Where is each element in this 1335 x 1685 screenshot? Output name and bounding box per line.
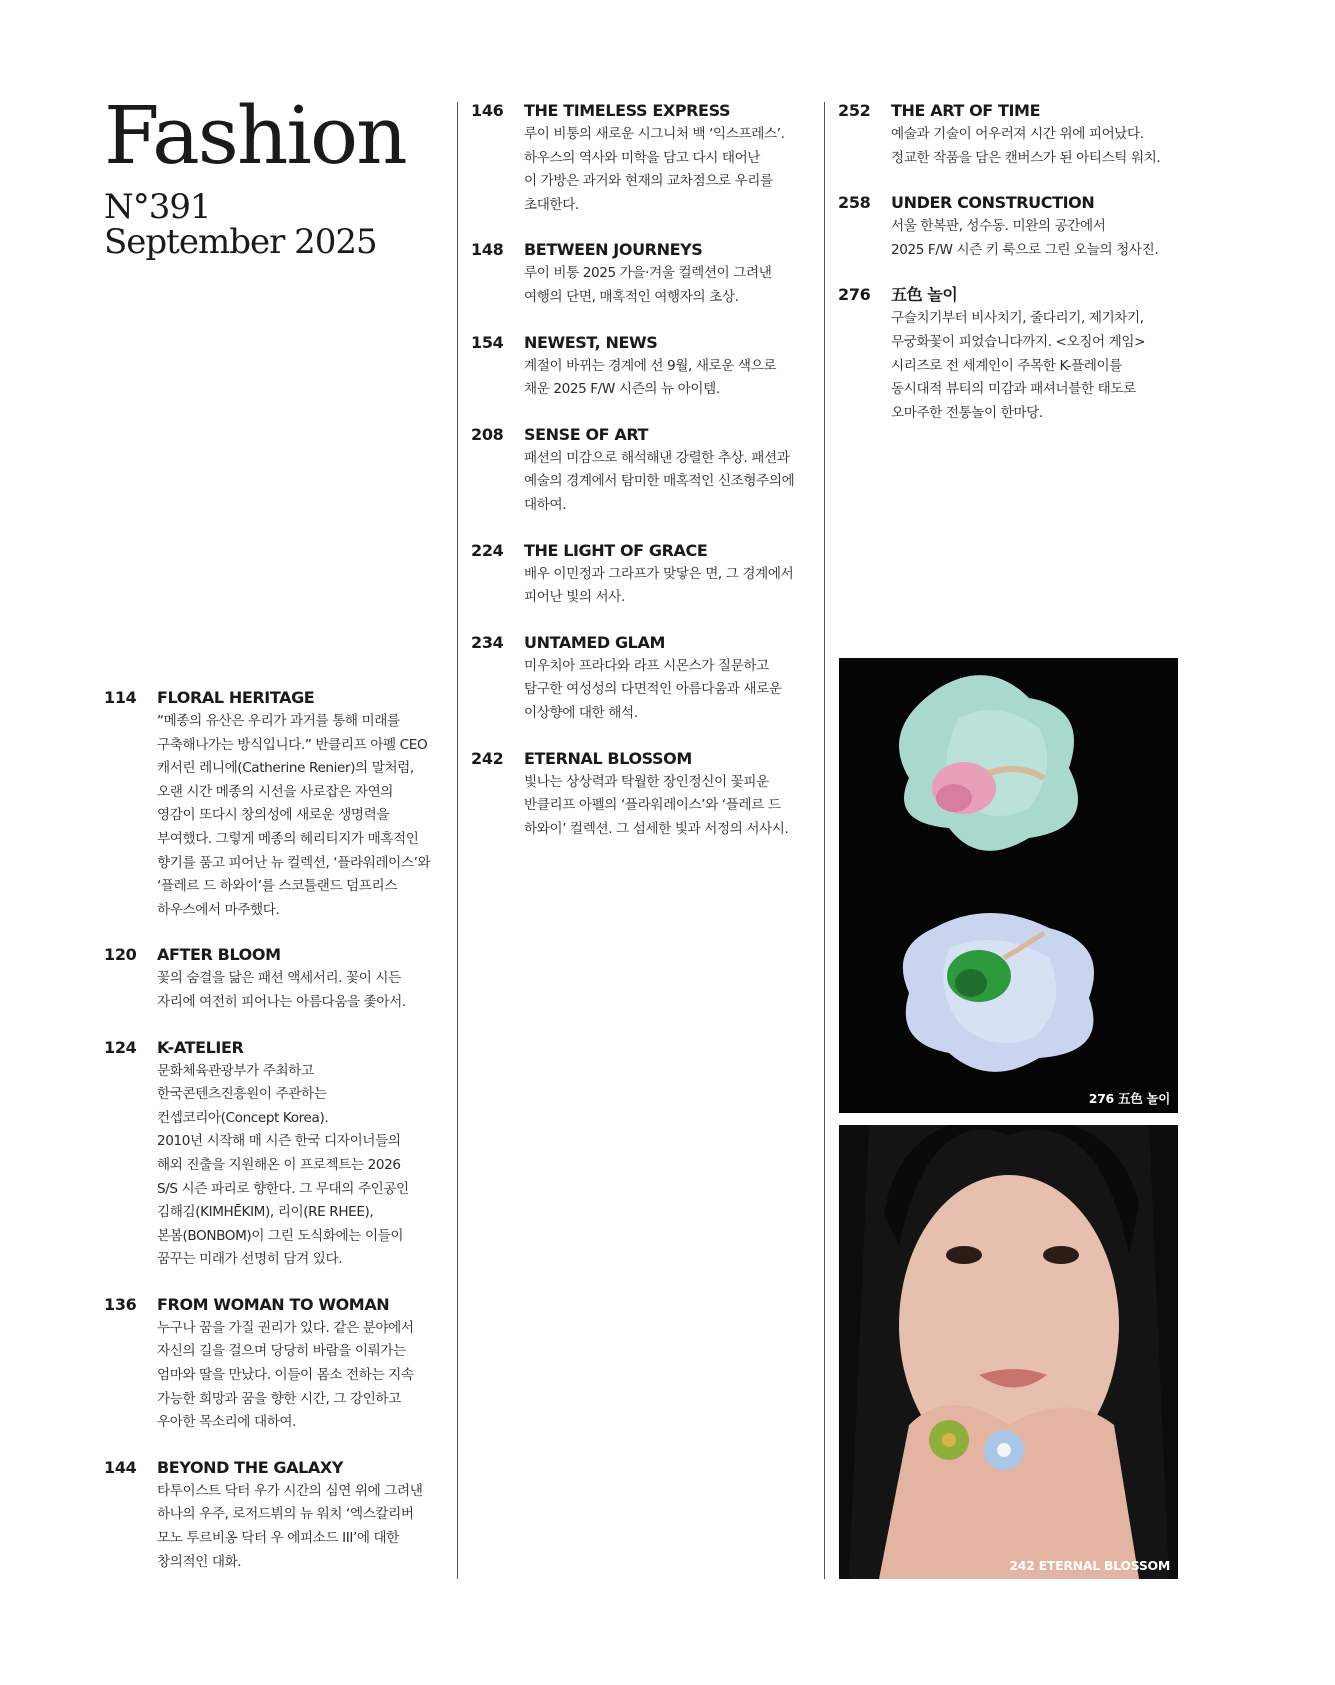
story-description: 루이 비통의 새로운 시그니처 백 ‘익스프레스’. 하우스의 역사와 미학을 담고 다시 태어난 이 가방은 과거와 현재의 교차점으로 우리를 초대한다. xyxy=(524,126,785,213)
portrait-illustration xyxy=(839,1125,1178,1579)
toc-entry[interactable] xyxy=(104,1038,444,1272)
story-description: 빛나는 상상력과 탁월한 장인정신이 꽃피운 반클리프 아펠의 ‘플라워레이스’와 ‘플레르 드 하와이’ 컬렉션. 그 섬세한 빛과 서정의 서사시. xyxy=(524,773,789,837)
story-title: NEWEST, NEWS xyxy=(524,332,658,352)
story-title: THE TIMELESS EXPRESS xyxy=(524,101,731,120)
story-title: UNDER CONSTRUCTION xyxy=(891,193,1095,213)
toc-entry[interactable] xyxy=(471,240,811,309)
story-description: 미우치아 프라다와 라프 시몬스가 질문하고 탐구한 여성성의 다면적인 아름다움과 새로운 이상향에 대한 해석. xyxy=(524,657,782,721)
toc-middle-column xyxy=(471,101,811,841)
story-description: 예술과 기술이 어우러져 시간 위에 피어났다. 정교한 작품을 담은 캔버스가 된 아티스틱 워치. xyxy=(891,126,1161,166)
page-number: 242 xyxy=(471,748,504,768)
photo-five-colors-play[interactable] xyxy=(839,658,1178,1113)
toc-entry[interactable] xyxy=(471,101,811,217)
page-number: 224 xyxy=(471,540,504,560)
story-title: FROM WOMAN TO WOMAN xyxy=(157,1294,390,1314)
page-number: 258 xyxy=(838,193,871,213)
toc-entry[interactable] xyxy=(471,633,811,726)
toc-entry[interactable] xyxy=(838,101,1178,170)
photo-caption: 276 五色 놀이 xyxy=(1088,1091,1170,1106)
story-title: SENSE OF ART xyxy=(524,424,649,444)
toc-entry[interactable] xyxy=(471,541,811,610)
page-number: 154 xyxy=(471,332,504,352)
toc-entry[interactable] xyxy=(471,749,811,842)
page-number: 136 xyxy=(104,1294,137,1314)
page-number: 276 xyxy=(838,285,871,305)
photo-eternal-blossom[interactable] xyxy=(839,1125,1178,1579)
toc-entry[interactable] xyxy=(838,193,1178,262)
magazine-title: Fashion xyxy=(104,89,406,182)
story-title: AFTER BLOOM xyxy=(157,945,281,965)
toc-entry[interactable] xyxy=(104,945,444,1014)
story-title: ETERNAL BLOSSOM xyxy=(524,748,692,768)
story-title: BEYOND THE GALAXY xyxy=(157,1457,344,1477)
page-number: 114 xyxy=(104,688,137,707)
floral-figures-illustration xyxy=(839,658,1178,1113)
toc-right-column xyxy=(838,101,1178,425)
page-number: 144 xyxy=(104,1457,137,1477)
toc-entry[interactable] xyxy=(104,1458,444,1574)
story-title: K-ATELIER xyxy=(157,1037,244,1057)
story-description: 누구나 꿈을 가질 권리가 있다. 같은 분야에서 자신의 길을 걸으며 당당히 바람을 이뤄가는 엄마와 딸을 만났다. 이들이 몸소 전하는 지속 가능한 희망과 꿈을 향한 시간, 그 강인하고 우아한 목소리에 대하여. xyxy=(157,1319,414,1431)
photo-caption: 242 ETERNAL BLOSSOM xyxy=(1009,1558,1170,1573)
story-description: 꽃의 숨결을 닮은 패션 액세서리. 꽃이 시든 자리에 여전히 피어나는 아름다움을 좇아서. xyxy=(157,970,406,1010)
page-number: 120 xyxy=(104,945,137,965)
story-title: THE ART OF TIME xyxy=(891,101,1041,120)
story-description: 서울 한복판, 성수동. 미완의 공간에서 2025 F/W 시즌 키 룩으로 그린 오늘의 청사진. xyxy=(891,218,1159,258)
page-number: 148 xyxy=(471,240,504,260)
story-description: 문화체육관광부가 주최하고 한국콘텐츠진흥원이 주관하는 컨셉코리아(Concept Korea). 2010년 시작해 매 시즌 한국 디자이너들의 해외 진출을 지원해온 이 프로젝트는 2026 S/S 시즌 파리로 향한다. 그 무대의 주인공인 김해김(KIMHĒKIM), 리이(RE RHEE), 본봄(BONBOM)이 그린 도식화에는 이들이 꿈꾸는 미래가 선명히 담겨 있다. xyxy=(157,1062,409,1268)
story-title: THE LIGHT OF GRACE xyxy=(524,540,708,560)
page-number: 124 xyxy=(104,1037,137,1057)
story-description: 루이 비통 2025 가을·겨울 컬렉션이 그려낸 여행의 단면, 매혹적인 여행자의 초상. xyxy=(524,265,772,305)
page-number: 234 xyxy=(471,632,504,652)
story-description: “메종의 유산은 우리가 과거를 통해 미래를 구축해나가는 방식입니다.” 반클리프 아펠 CEO 캐서린 레니에(Catherine Renier)의 말처럼, 오랜 시간 메종의 시선을 사로잡은 자연의 영감이 또다시 창의성에 새로운 생명력을 부여했다. 그렇게 메종의 헤리티지가 매혹적인 향기를 품고 피어난 뉴 컬렉션, ‘플라워레이스’와 ‘플레르 드 하와이’를 스코틀랜드 덤프리스 하우스에서 마주했다. xyxy=(157,713,431,918)
issue-date: September 2025 xyxy=(104,222,377,262)
toc-left-column xyxy=(104,688,444,1574)
story-description: 구슬치기부터 비사치기, 줄다리기, 제기차기, 무궁화꽃이 피었습니다까지. <오징어 게임> 시리즈로 전 세계인이 주목한 K-플레이를 동시대적 뷰티의 미감과 패셔너블한 태도로 오마주한 전통놀이 한마당. xyxy=(891,310,1146,421)
column-divider-left xyxy=(457,102,458,1579)
column-divider-right xyxy=(824,102,825,1579)
page-number: 208 xyxy=(471,424,504,444)
story-description: 패션의 미감으로 해석해낸 강렬한 추상. 패션과 예술의 경계에서 탐미한 매혹적인 신조형주의에 대하여. xyxy=(524,449,795,513)
story-title: UNTAMED GLAM xyxy=(524,632,665,652)
toc-entry[interactable] xyxy=(471,333,811,402)
masthead xyxy=(104,89,406,262)
page-number: 146 xyxy=(471,101,504,120)
issue-number: N°391 xyxy=(104,187,211,227)
story-description: 배우 이민정과 그라프가 맞닿은 면, 그 경계에서 피어난 빛의 서사. xyxy=(524,565,794,606)
story-description: 타투이스트 닥터 우가 시간의 심연 위에 그려낸 하나의 우주, 로저드뷔의 뉴 워치 ‘엑스칼리버 모노 투르비옹 닥터 우 에피소드 III’에 대한 창의적인 대화. xyxy=(157,1482,423,1570)
story-description: 계절이 바뀌는 경계에 선 9월, 새로운 색으로 채운 2025 F/W 시즌의 뉴 아이템. xyxy=(524,357,777,398)
toc-entry[interactable] xyxy=(104,1295,444,1435)
toc-entry[interactable] xyxy=(104,688,444,922)
page-number: 252 xyxy=(838,101,871,120)
story-title: FLORAL HERITAGE xyxy=(157,688,315,707)
story-title: BETWEEN JOURNEYS xyxy=(524,240,703,260)
toc-entry[interactable] xyxy=(471,425,811,518)
story-title: 五色 놀이 xyxy=(891,285,958,305)
toc-entry[interactable] xyxy=(838,285,1178,425)
